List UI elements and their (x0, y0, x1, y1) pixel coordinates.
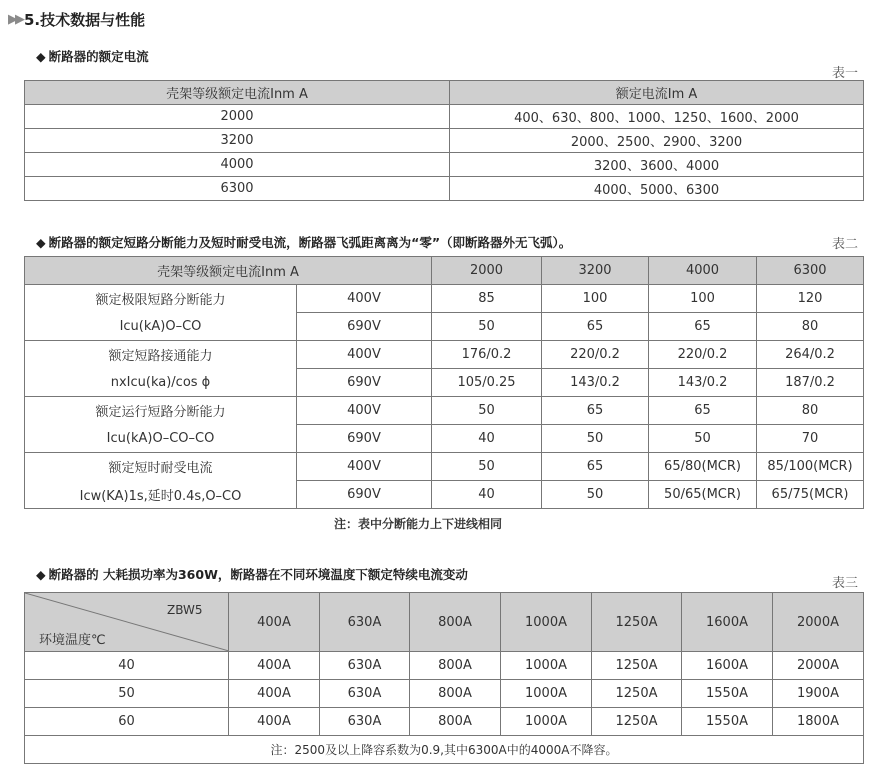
voltage-cell: 400V (297, 453, 432, 481)
table-cell: 1900A (773, 680, 864, 708)
table-cell: 630A (320, 708, 410, 736)
temperature-derating-table (24, 592, 864, 764)
table-cell: 1000A (501, 680, 592, 708)
table-cell: 50 (432, 453, 542, 481)
table-header-row (25, 257, 864, 285)
table-cell: 65/80(MCR) (649, 453, 757, 481)
temperature-cell: 60 (25, 708, 229, 736)
table-cell: 50 (432, 313, 542, 341)
section-title-text: 5.技术数据与性能 (24, 11, 146, 29)
table-cell: 220/0.2 (649, 341, 757, 369)
table-cell: 264/0.2 (757, 341, 864, 369)
header-cell: 3200 (542, 257, 649, 285)
table-row (25, 453, 864, 481)
group-label: 额定短时耐受电流 (25, 453, 297, 481)
group-sublabel: Icu(kA)O–CO (25, 313, 297, 341)
table-cell: 65 (542, 453, 649, 481)
diamond-bullet-icon: ◆ (36, 567, 46, 582)
voltage-cell: 400V (297, 341, 432, 369)
voltage-cell: 400V (297, 397, 432, 425)
table-cell: 50 (542, 481, 649, 509)
table-cell: 1550A (682, 680, 773, 708)
table-header-row (25, 593, 864, 652)
header-cell: 壳架等级额定电流Inm A (25, 257, 432, 285)
table-cell: 50 (542, 425, 649, 453)
table-cell: 80 (757, 397, 864, 425)
header-cell: 800A (410, 593, 501, 652)
table-cell: 4000、5000、6300 (450, 177, 864, 201)
table-cell: 3200 (25, 129, 450, 153)
group-label: 额定极限短路分断能力 (25, 285, 297, 313)
table-cell: 100 (649, 285, 757, 313)
group-label: 额定运行短路分断能力 (25, 397, 297, 425)
table-row (25, 652, 864, 680)
corner-top-label: ZBW5 (167, 603, 203, 617)
table-cell: 1000A (501, 652, 592, 680)
table-cell: 105/0.25 (432, 369, 542, 397)
table-cell: 50 (432, 397, 542, 425)
table-cell: 2000 (25, 105, 450, 129)
table-cell: 65 (649, 397, 757, 425)
header-cell: 1600A (682, 593, 773, 652)
group-label: 额定短路接通能力 (25, 341, 297, 369)
table-cell: 50 (649, 425, 757, 453)
table-cell: 630A (320, 652, 410, 680)
table-cell: 4000 (25, 153, 450, 177)
table-cell: 3200、3600、4000 (450, 153, 864, 177)
group-sublabel: Icu(kA)O–CO–CO (25, 425, 297, 453)
voltage-cell: 690V (297, 313, 432, 341)
table-cell: 1800A (773, 708, 864, 736)
table-cell: 400A (229, 652, 320, 680)
table-cell: 1250A (592, 680, 682, 708)
section-title (8, 9, 145, 30)
table2-note: 注：表中分断能力上下进线相同 (334, 517, 503, 531)
table-cell: 40 (432, 481, 542, 509)
table-row (25, 341, 864, 369)
diamond-bullet-icon: ◆ (36, 49, 46, 64)
table-cell: 120 (757, 285, 864, 313)
table-row (25, 285, 864, 313)
header-cell: 1250A (592, 593, 682, 652)
table-cell: 6300 (25, 177, 450, 201)
header-cell: 额定电流Im A (450, 81, 864, 105)
table-cell: 40 (432, 425, 542, 453)
header-cell: 4000 (649, 257, 757, 285)
table-cell: 100 (542, 285, 649, 313)
group-sublabel: nxIcu(ka)/cos ϕ (25, 369, 297, 397)
table-cell: 220/0.2 (542, 341, 649, 369)
table-row (25, 481, 864, 509)
table-cell: 1250A (592, 652, 682, 680)
table3-tag: 表三 (832, 576, 859, 591)
table-cell: 65 (542, 397, 649, 425)
table-row (25, 708, 864, 736)
table-cell: 1600A (682, 652, 773, 680)
table-header-row (25, 81, 864, 105)
table-cell: 65 (649, 313, 757, 341)
table1-heading: ◆ 断路器的额定电流 (36, 49, 149, 64)
header-cell: 壳架等级额定电流Inm A (25, 81, 450, 105)
table-cell: 630A (320, 680, 410, 708)
table-cell: 2000A (773, 652, 864, 680)
voltage-cell: 690V (297, 425, 432, 453)
breaking-capacity-table (24, 256, 864, 509)
header-cell: 2000 (432, 257, 542, 285)
table-row (25, 369, 864, 397)
table-cell: 1250A (592, 708, 682, 736)
table2-tag: 表二 (832, 237, 859, 252)
diamond-bullet-icon: ◆ (36, 235, 46, 250)
temperature-cell: 50 (25, 680, 229, 708)
table1-tag: 表一 (832, 66, 859, 81)
table-cell: 65/75(MCR) (757, 481, 864, 509)
table-row (25, 177, 864, 201)
temperature-cell: 40 (25, 652, 229, 680)
table-cell: 143/0.2 (649, 369, 757, 397)
voltage-cell: 690V (297, 481, 432, 509)
rated-current-table (24, 80, 864, 201)
table-cell: 176/0.2 (432, 341, 542, 369)
table-cell: 187/0.2 (757, 369, 864, 397)
table-row (25, 313, 864, 341)
table-cell: 400A (229, 708, 320, 736)
corner-bottom-label: 环境温度℃ (39, 633, 106, 648)
table-row (25, 680, 864, 708)
table3-heading: ◆ 断路器的 大耗损功率为360W，断路器在不同环境温度下额定特续电流变动 (36, 567, 468, 582)
header-cell: 2000A (773, 593, 864, 652)
table-row (25, 397, 864, 425)
table-row (25, 153, 864, 177)
table-note-row (25, 736, 864, 764)
table2-heading: ◆ 断路器的额定短路分断能力及短时耐受电流，断路器飞弧距离离为“零”（即断路器外无飞弧）。 (36, 235, 572, 250)
table-cell: 2000、2500、2900、3200 (450, 129, 864, 153)
table-cell: 50/65(MCR) (649, 481, 757, 509)
triangle-bullet-icon: ▶▶ (8, 12, 22, 27)
table-cell: 800A (410, 708, 501, 736)
table-cell: 143/0.2 (542, 369, 649, 397)
table-cell: 1550A (682, 708, 773, 736)
voltage-cell: 690V (297, 369, 432, 397)
table-cell: 400、630、800、1000、1250、1600、2000 (450, 105, 864, 129)
header-cell: 630A (320, 593, 410, 652)
table-cell: 1000A (501, 708, 592, 736)
table-cell: 70 (757, 425, 864, 453)
table3-note: 注：2500及以上降容系数为0.9,其中6300A中的4000A不降容。 (25, 736, 864, 764)
corner-header-cell (25, 593, 229, 652)
table-cell: 800A (410, 680, 501, 708)
table-cell: 800A (410, 652, 501, 680)
header-cell: 1000A (501, 593, 592, 652)
header-cell: 400A (229, 593, 320, 652)
header-cell: 6300 (757, 257, 864, 285)
voltage-cell: 400V (297, 285, 432, 313)
table-row (25, 425, 864, 453)
table-cell: 80 (757, 313, 864, 341)
table-cell: 65 (542, 313, 649, 341)
table-cell: 85 (432, 285, 542, 313)
table-cell: 400A (229, 680, 320, 708)
table-row (25, 105, 864, 129)
table-row (25, 129, 864, 153)
group-sublabel: Icw(KA)1s,延时0.4s,O–CO (25, 481, 297, 509)
table-cell: 85/100(MCR) (757, 453, 864, 481)
